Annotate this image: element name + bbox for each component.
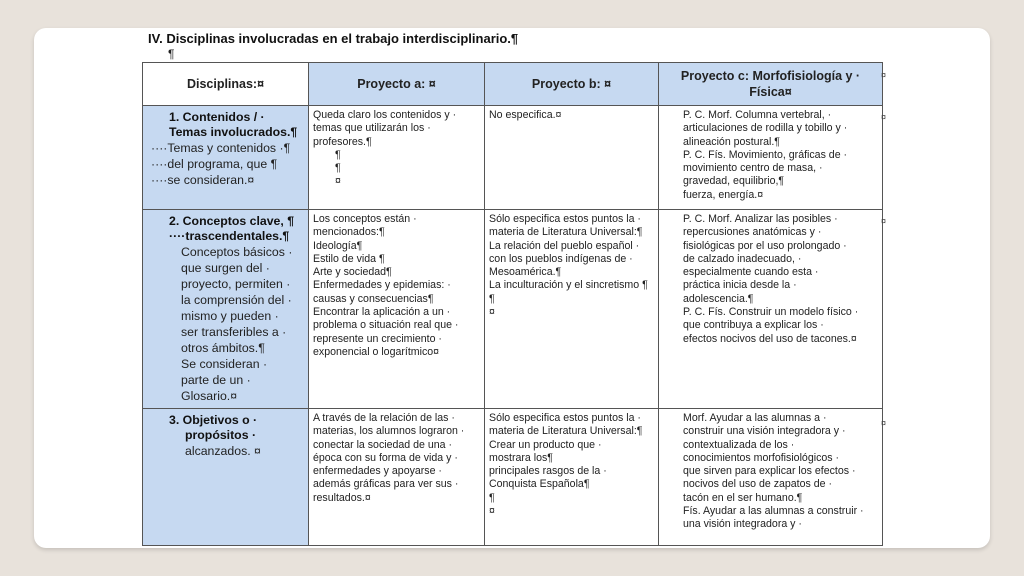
cell-proyecto-a: Los conceptos están · mencionados:¶ Ideología¶ Estilo de vida ¶ Arte y sociedad¶ Enfermedades y epidemias: · causas y consecuencias¶ Encontrar la aplicación a un · problema o situación real que · represente un crecimiento · exponencial o logarítmico¤ — [309, 210, 485, 409]
header-proyecto-b: Proyecto b: ¤ — [485, 63, 659, 106]
header-disciplinas: Disciplinas:¤ — [143, 63, 309, 106]
row-label-conceptos — [143, 210, 309, 409]
header-proyecto-a: Proyecto a: ¤ — [309, 63, 485, 106]
row-label-title: 3. Objetivos o · propósitos · — [169, 413, 258, 442]
row-label-contenidos — [143, 106, 309, 210]
table-row — [143, 106, 883, 210]
section-heading: IV. Disciplinas involucradas en el trabajo interdisciplinario.¶ — [148, 31, 519, 46]
cell-proyecto-b: No especifica.¤ — [485, 106, 659, 210]
row-end-mark: ¤ — [881, 112, 886, 122]
row-label-description: Conceptos básicos · que surgen del · proyecto, permiten · la comprensión del · mismo y pueden · ser transferibles a · otros ámbitos.¶ Se consideran · parte de un · Glosario.¤ — [181, 245, 293, 403]
table-row — [143, 210, 883, 409]
row-label-title: 1. Contenidos / · Temas involucrados.¶ — [169, 110, 298, 139]
cell-proyecto-b: Sólo especifica estos puntos la · materia de Literatura Universal:¶ La relación del pueblo español · con los pueblos indígenas de · Mesoamérica.¶ La inculturación y el sincretismo ¶ ¶ ¤ — [485, 210, 659, 409]
cell-proyecto-a: Queda claro los contenidos y · temas que utilizarán los · profesores.¶ ¶ ¶ ¤ — [309, 106, 485, 210]
row-label-title: 2. Conceptos clave, ¶ ····trascendentales.¶ — [169, 214, 295, 243]
cell-proyecto-c: P. C. Morf. Columna vertebral, · articulaciones de rodilla y tobillo y · alineación postural.¶ P. C. Fís. Movimiento, gráficas de · movimiento centro de masa, · gravedad, equilibrio,¶ fuerza, energía.¤ — [659, 106, 883, 210]
row-end-mark: ¤ — [881, 216, 886, 226]
table-row — [143, 409, 883, 546]
header-proyecto-c: Proyecto c: Morfofisiología y · Física¤ — [659, 63, 883, 106]
cell-proyecto-a: A través de la relación de las · materias, los alumnos lograron · conectar la sociedad de una · época con su forma de vida y · enfermedades y apoyarse · además gráficas para ver sus · resultados.¤ — [309, 409, 485, 546]
document-page — [138, 28, 886, 548]
table-header-row — [143, 63, 883, 106]
row-end-mark: ¤ — [881, 418, 886, 428]
row-label-description: ····Temas y contenidos ·¶ ····del programa, que ¶ ····se consideran.¤ — [151, 141, 291, 187]
row-label-objetivos — [143, 409, 309, 546]
row-end-mark: ¤ — [881, 70, 886, 80]
paragraph-mark: ¶ — [168, 47, 175, 61]
disciplines-table — [142, 62, 883, 546]
cell-proyecto-b: Sólo especifica estos puntos la · materia de Literatura Universal:¶ Crear un producto que · mostrara los¶ principales rasgos de la · Conquista Española¶ ¶ ¤ — [485, 409, 659, 546]
cell-proyecto-c: Morf. Ayudar a las alumnas a · construir una visión integradora y · contextualizada de los · conocimientos morfofisiológicos · que sirven para explicar los efectos · nocivos del uso de zapatos de · tacón en el ser humano.¶ Fís. Ayudar a las alumnas a construir · una visión integradora y · — [659, 409, 883, 546]
row-label-description: alcanzados. ¤ — [185, 444, 261, 458]
cell-proyecto-c: P. C. Morf. Analizar las posibles · repercusiones anatómicas y · fisiológicas por el uso prolongado · de calzado inadecuado, · especialmente cuando esta · práctica inicia desde la · adolescencia.¶ P. C. Fís. Construir un modelo físico · que contribuya a explicar los · efectos nocivos del uso de tacones.¤ — [659, 210, 883, 409]
